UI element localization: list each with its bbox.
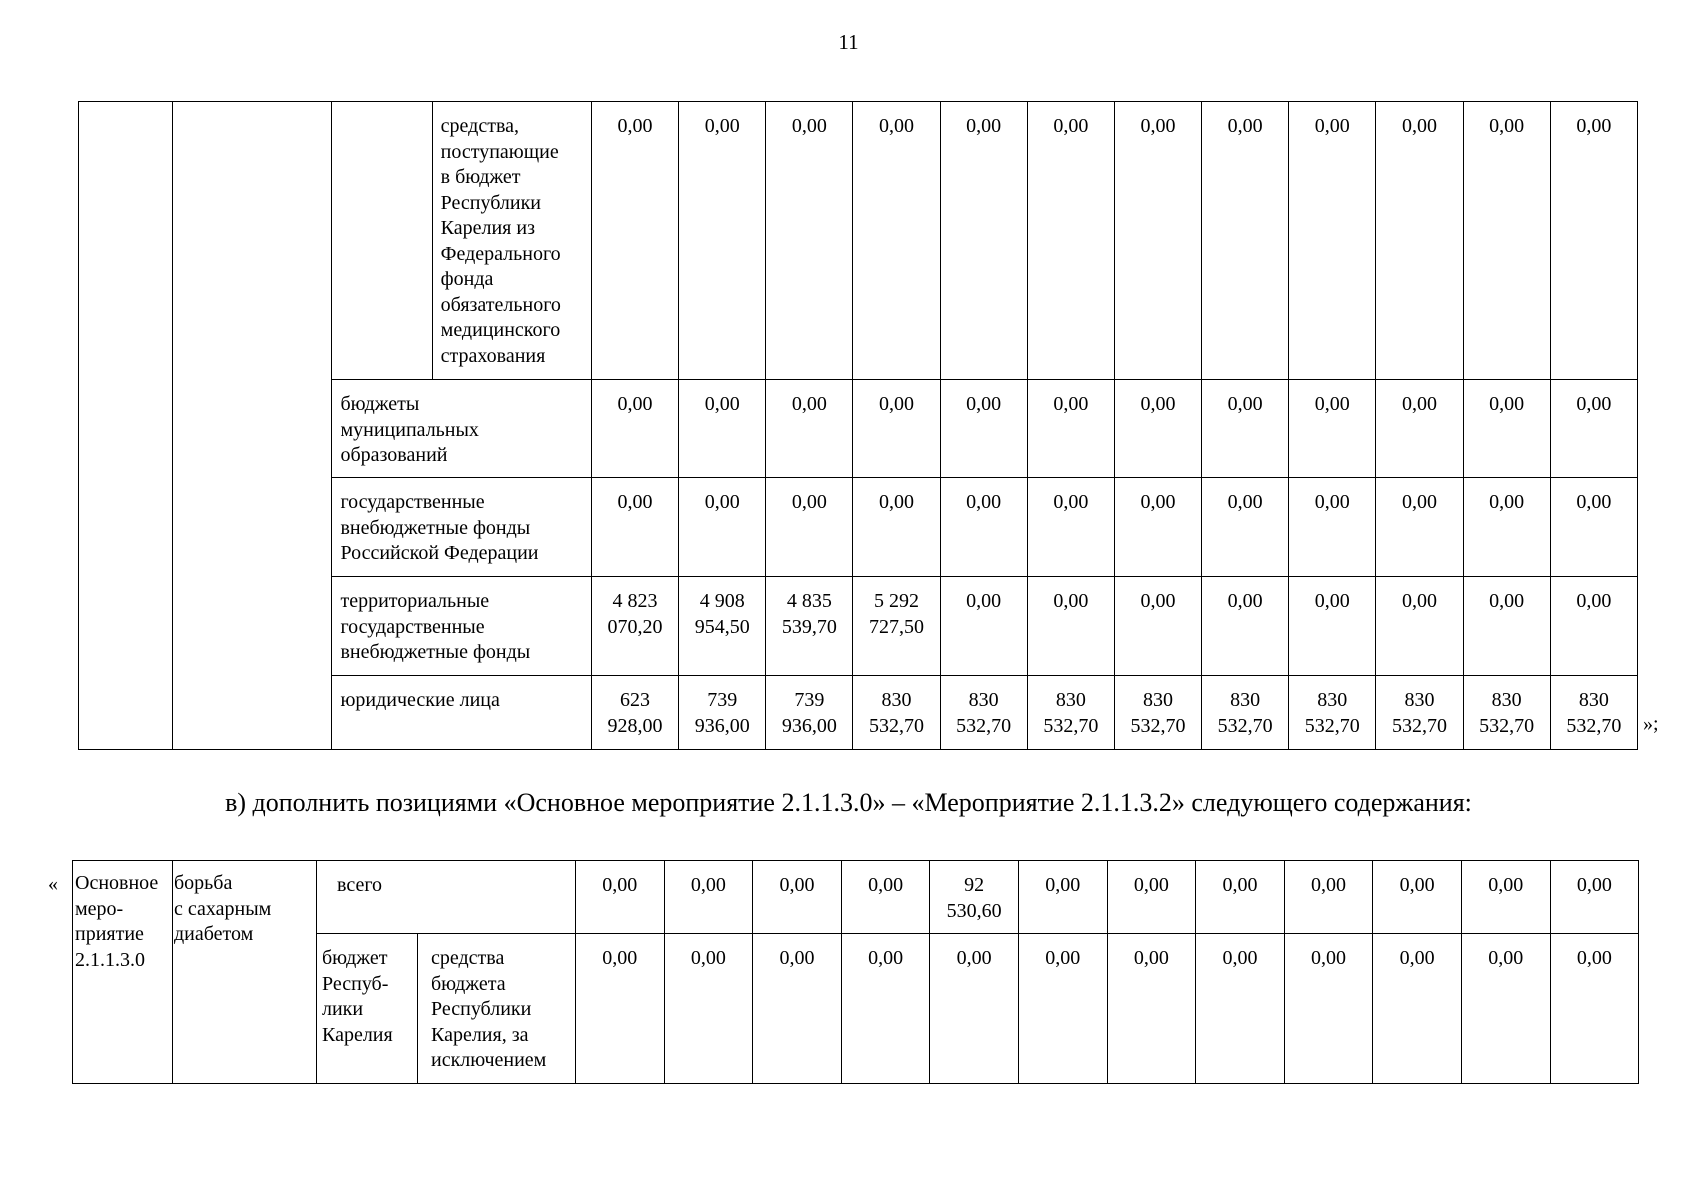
value-cell: 0,00 [1107,934,1196,1084]
empty-cell [79,102,173,750]
value-cell: 0,00 [1463,380,1550,478]
value-cell: 0,00 [940,478,1027,577]
table-row [73,861,1639,934]
value-cell: 0,00 [753,861,842,934]
value-cell: 4 908 954,50 [679,577,766,676]
value-cell: 830 532,70 [940,676,1027,750]
value-cell: 830 532,70 [1376,676,1463,750]
row-label: юридические лица [332,676,591,750]
value-cell: 4 835 539,70 [766,577,853,676]
value-cell: 92 530,60 [930,861,1019,934]
value-cell: 0,00 [766,380,853,478]
value-cell: 0,00 [1550,577,1637,676]
value-cell: 0,00 [591,478,678,577]
amendment-instruction: в) дополнить позициями «Основное мероприятие 2.1.1.3.0» – «Мероприятие 2.1.1.3.2» следующего содержания: [225,788,1472,817]
row-label-total: всего [317,861,576,934]
value-cell: 0,00 [679,478,766,577]
value-cell: 0,00 [1196,861,1285,934]
value-cell: 0,00 [841,861,930,934]
new-activity-table [72,860,1639,1084]
value-cell: 739 936,00 [766,676,853,750]
empty-cell [173,102,332,750]
value-cell: 0,00 [853,478,940,577]
funding-table-continued [78,101,1638,750]
value-cell: 5 292 727,50 [853,577,940,676]
closing-quote-mark: »; [1643,713,1659,735]
value-cell: 0,00 [1373,934,1462,1084]
value-cell: 830 532,70 [1202,676,1289,750]
value-cell: 0,00 [1202,102,1289,380]
value-cell: 0,00 [1289,102,1376,380]
value-cell: 0,00 [664,861,753,934]
value-cell: 0,00 [576,861,665,934]
value-cell: 0,00 [1373,861,1462,934]
value-cell: 0,00 [940,380,1027,478]
value-cell: 830 532,70 [1289,676,1376,750]
value-cell: 0,00 [1027,577,1114,676]
value-cell: 0,00 [753,934,842,1084]
value-cell: 0,00 [1463,102,1550,380]
value-cell: 830 532,70 [1027,676,1114,750]
budget-label: бюджет Респуб- лики Карелия [317,934,418,1084]
value-cell: 830 532,70 [853,676,940,750]
value-cell: 0,00 [679,380,766,478]
value-cell: 0,00 [1376,577,1463,676]
value-cell: 4 823 070,20 [591,577,678,676]
value-cell: 0,00 [1461,934,1550,1084]
value-cell: 0,00 [940,102,1027,380]
value-cell: 0,00 [1376,478,1463,577]
value-cell: 0,00 [1289,478,1376,577]
value-cell: 0,00 [1114,478,1201,577]
value-cell: 0,00 [1461,861,1550,934]
value-cell: 0,00 [1027,102,1114,380]
value-cell: 0,00 [1463,577,1550,676]
row-label: государственные внебюджетные фонды Российской Федерации [332,478,591,577]
value-cell: 0,00 [1550,380,1637,478]
table-row [79,102,1638,380]
value-cell: 0,00 [679,102,766,380]
value-cell: 0,00 [1376,380,1463,478]
value-cell: 0,00 [1202,577,1289,676]
activity-name: борьба с сахарным диабетом [173,861,317,1084]
row-label: средства, поступающие в бюджет Республики Карелия из Федерального фонда обязательного медицинского страхования [432,102,591,380]
value-cell: 0,00 [853,102,940,380]
value-cell: 0,00 [1202,380,1289,478]
value-cell: 0,00 [1107,861,1196,934]
value-cell: 0,00 [766,102,853,380]
value-cell: 0,00 [841,934,930,1084]
value-cell: 0,00 [1289,380,1376,478]
value-cell: 830 532,70 [1550,676,1637,750]
value-cell: 0,00 [1018,861,1107,934]
value-cell: 0,00 [591,102,678,380]
value-cell: 0,00 [1027,380,1114,478]
row-label: бюджеты муниципальных образований [332,380,591,478]
value-cell: 0,00 [1550,861,1639,934]
value-cell: 0,00 [1284,934,1373,1084]
value-cell: 0,00 [1114,577,1201,676]
row-label: территориальные государственные внебюджетные фонды [332,577,591,676]
value-cell: 0,00 [1114,102,1201,380]
value-cell: 0,00 [930,934,1019,1084]
value-cell: 0,00 [1376,102,1463,380]
value-cell: 0,00 [1550,478,1637,577]
source-label: средства бюджета Республики Карелия, за исключением [418,934,576,1084]
value-cell: 739 936,00 [679,676,766,750]
value-cell: 0,00 [1196,934,1285,1084]
value-cell: 0,00 [1550,102,1637,380]
value-cell: 0,00 [591,380,678,478]
value-cell: 0,00 [1289,577,1376,676]
value-cell: 0,00 [1027,478,1114,577]
value-cell: 0,00 [576,934,665,1084]
page-number: 11 [838,30,859,54]
value-cell: 0,00 [766,478,853,577]
value-cell: 0,00 [1202,478,1289,577]
value-cell: 0,00 [1284,861,1373,934]
empty-cell [332,102,432,380]
value-cell: 0,00 [1550,934,1639,1084]
value-cell: 830 532,70 [1114,676,1201,750]
value-cell: 0,00 [1463,478,1550,577]
activity-code: Основное меро- приятие 2.1.1.3.0 [73,861,173,1084]
value-cell: 0,00 [664,934,753,1084]
value-cell: 623 928,00 [591,676,678,750]
value-cell: 0,00 [940,577,1027,676]
value-cell: 0,00 [1114,380,1201,478]
value-cell: 0,00 [853,380,940,478]
opening-quote-mark: « [48,873,58,895]
value-cell: 830 532,70 [1463,676,1550,750]
value-cell: 0,00 [1018,934,1107,1084]
